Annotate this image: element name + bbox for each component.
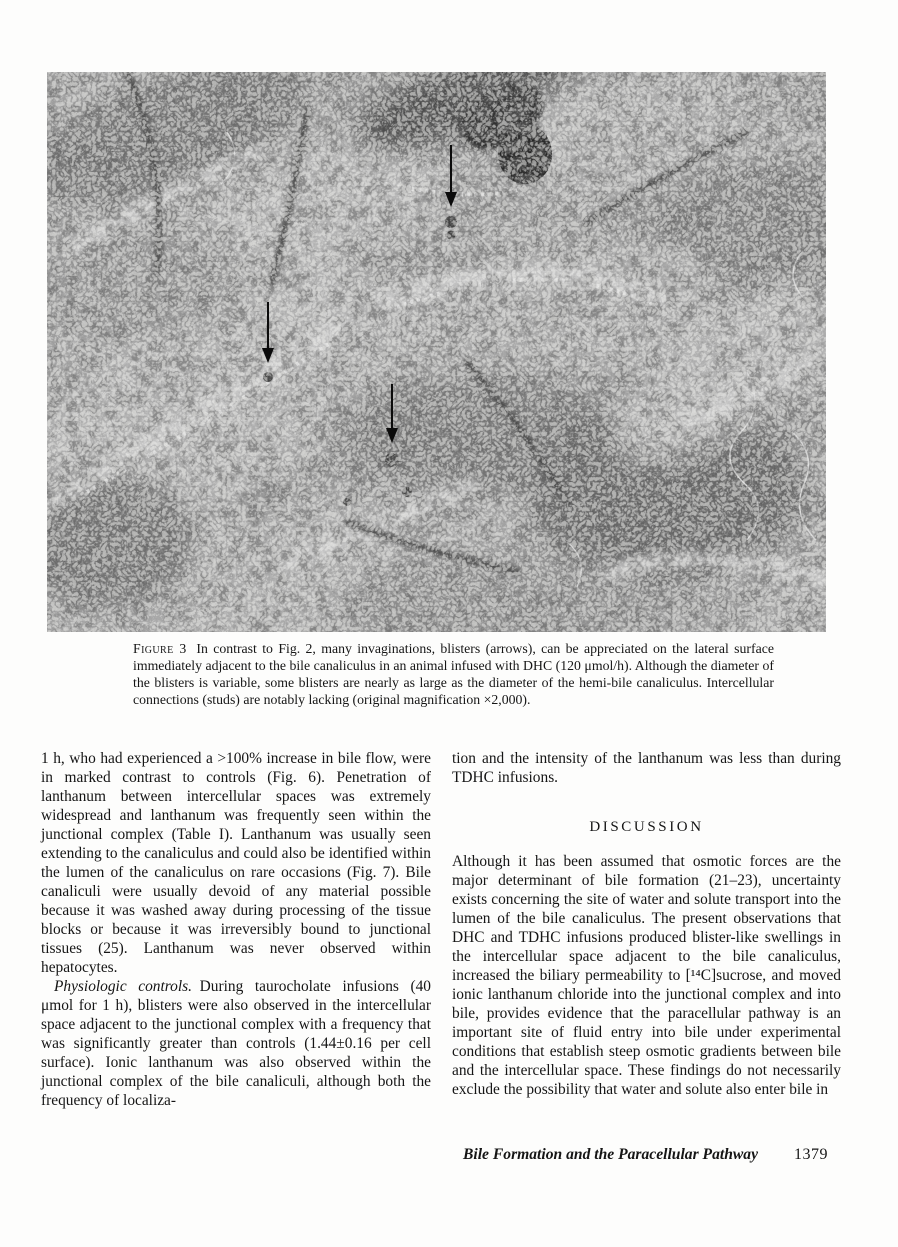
micrograph-artwork xyxy=(47,72,826,632)
paragraph-lead: Physiologic controls. xyxy=(54,978,192,995)
page-footer xyxy=(41,1146,828,1164)
discussion-heading: DISCUSSION xyxy=(589,819,704,835)
paragraph-text: During taurocholate infusions (40 μmol for 1 h), blisters were also observed in the intercellular space adjacent to the junctional complex with a frequency that was significantly greater than controls (1.44±0.16 per cell surface). Ionic lanthanum was also observed within the junctional complex of the bile canaliculi, although both the frequency of localiza- xyxy=(41,978,431,1109)
body-paragraph: tion and the intensity of the lanthanum was less than during TDHC infusions. xyxy=(452,750,841,786)
body-paragraph: Although it has been assumed that osmotic forces are the major determinant of bile formation (21–23), uncertainty exists concerning the site of water and solute transport into the lumen of the bile canaliculus. The present observations that DHC and TDHC infusions produced blister-like swellings in the intercellular space adjacent to the bile canaliculus, increased the biliary permeability to [¹⁴C]sucrose, and moved ionic lanthanum chloride into the junctional complex and into bile, provides evidence that the paracellular pathway is an important site of fluid entry into bile under experimental conditions that establish steep osmotic gradients between bile and the intercellular space. These findings do not necessarily exclude the possibility that water and solute also enter bile in xyxy=(452,853,841,1098)
figure-caption-label: Figure 3 xyxy=(133,641,187,656)
body-paragraph: 1 h, who had experienced a >100% increase in bile flow, were in marked contrast to controls (Fig. 6). Penetration of lanthanum between intercellular spaces was extremely widespread and lanthanum was frequently seen within the junctional complex (Table I). Lanthanum was usually seen extending to the canaliculus and could also be identified within the lumen of the canaliculus on rare occasions (Fig. 7). Bile canaliculi were usually devoid of any material possible because it was washed away during processing of the tissue blocks or because it was irreversibly bound to junctional tissues (25). Lanthanum was never observed within hepatocytes. xyxy=(41,750,431,976)
figure-caption-text: In contrast to Fig. 2, many invaginations, blisters (arrows), can be appreciated on the lateral surface immediately adjacent to the bile canaliculus in an animal infused with DHC (120 μmol/h). Although the diameter of the blisters is variable, some blisters are nearly as large as the diameter of the hemi-bile canaliculus. Intercellular connections (studs) are notably lacking (original magnification ×2,000). xyxy=(133,641,774,707)
running-title: Bile Formation and the Paracellular Pathway xyxy=(462,1146,758,1163)
figure-caption xyxy=(133,641,774,709)
right-column xyxy=(452,749,841,1099)
electron-micrograph xyxy=(47,72,826,632)
page-number: 1379 xyxy=(794,1146,828,1163)
blister-arrow xyxy=(385,384,399,443)
left-column xyxy=(41,749,431,1110)
blister-arrow xyxy=(444,145,458,207)
blister-arrow xyxy=(261,302,275,363)
body-paragraph xyxy=(41,977,431,1110)
